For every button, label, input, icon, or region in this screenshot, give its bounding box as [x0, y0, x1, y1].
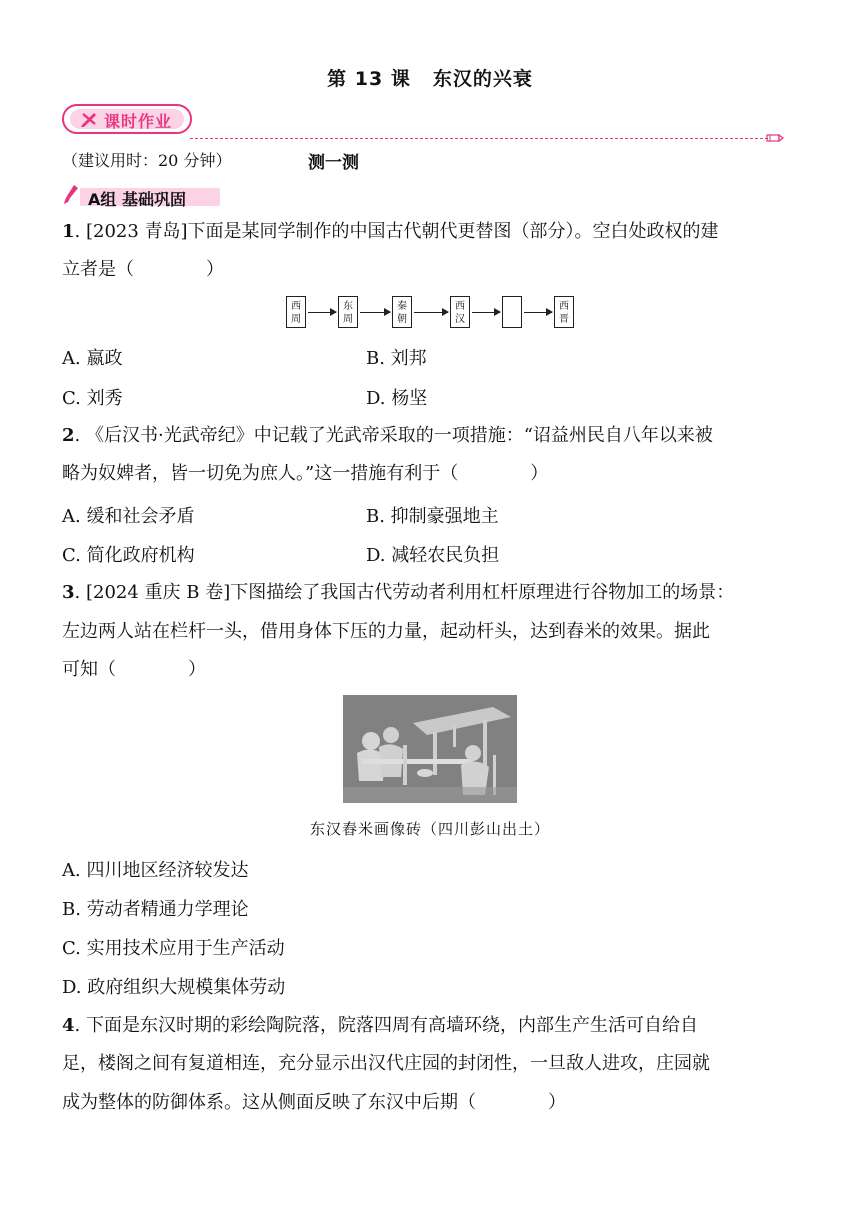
pencil-ruler-icon [80, 111, 98, 127]
q1-option-d: D. 杨坚 [366, 388, 428, 409]
q3-stem-line-2: 左边两人站在栏杆一头，借用身体下压的力量，起动杆头，达到舂米的效果。据此 [62, 621, 710, 642]
dynasty-box-3: 秦 朝 [392, 296, 412, 328]
q2-text-1: . 《后汉书·光武帝纪》中记载了光武帝采取的一项措施：“诏益州民自八年以来被 [74, 425, 713, 446]
q4-stem-line-2: 足，楼阁之间有复道相连，充分显示出汉代庄园的封闭性，一旦敌人进攻，庄园就 [62, 1053, 710, 1074]
q1-stem-line-2: 立者是（ ） [62, 259, 224, 280]
q3-stem-line-1 [62, 581, 734, 605]
q4-stem-line-3: 成为整体的防御体系。这从侧面反映了东汉中后期（ ） [62, 1092, 566, 1113]
arrow [308, 312, 336, 313]
image-caption: 东汉舂米画像砖（四川彭山出土） [309, 820, 550, 838]
q1-option-b: B. 刘邦 [366, 348, 427, 369]
q2-number: 2 [62, 425, 75, 446]
arrow [414, 312, 448, 313]
arrow [472, 312, 500, 313]
dynasty-box-2: 东 周 [338, 296, 358, 328]
q2-stem-line-2: 略为奴婢者，皆一切免为庶人。”这一措施有利于（ ） [62, 463, 549, 484]
pencil-icon [766, 133, 784, 143]
dynasty-box-6: 西 晋 [554, 296, 574, 328]
q1-option-a: A. 嬴政 [62, 348, 123, 369]
homework-label: 课时作业 [104, 112, 173, 131]
q2-option-d: D. 减轻农民负担 [366, 545, 500, 566]
time-note: （建议用时：20 分钟） [62, 151, 232, 170]
q1-text-1: . [2023 青岛]下面是某同学制作的中国古代朝代更替图（部分）。空白处政权的建 [74, 221, 719, 242]
q2-option-a: A. 缓和社会矛盾 [62, 506, 195, 527]
rice-pounding-brick-image [343, 695, 517, 803]
q2-option-b: B. 抑制豪强地主 [366, 506, 499, 527]
q3-number: 3 [62, 582, 75, 603]
q3-option-d: D. 政府组织大规模集体劳动 [62, 977, 286, 998]
lesson-number: 第 13 课 [327, 68, 411, 90]
test-label: 测一测 [308, 153, 359, 173]
q4-stem-line-1 [62, 1014, 698, 1038]
dynasty-box-4: 西 汉 [450, 296, 470, 328]
q3-option-b: B. 劳动者精通力学理论 [62, 899, 249, 920]
page-title [0, 64, 860, 91]
q1-stem-line-1 [62, 220, 719, 244]
q3-stem-line-3: 可知（ ） [62, 659, 206, 680]
group-a-header [62, 184, 222, 208]
group-a-label: A组 基础巩固 [88, 190, 186, 209]
q3-option-a: A. 四川地区经济较发达 [62, 860, 249, 881]
homework-badge [62, 104, 192, 134]
q3-option-c: C. 实用技术应用于生产活动 [62, 938, 285, 959]
q2-stem-line-1 [62, 424, 713, 448]
q1-option-c: C. 刘秀 [62, 388, 123, 409]
q4-number: 4 [62, 1015, 75, 1036]
q3-text-1: . [2024 重庆 B 卷]下图描绘了我国古代劳动者利用杠杆原理进行谷物加工的场景： [74, 582, 735, 603]
lesson-title: 东汉的兴衰 [432, 68, 533, 90]
arrow [524, 312, 552, 313]
section-divider [190, 138, 768, 139]
q2-option-c: C. 简化政府机构 [62, 545, 195, 566]
dynasty-box-blank [502, 296, 522, 328]
q1-number: 1 [62, 221, 75, 242]
dynasty-box-1: 西 周 [286, 296, 306, 328]
brush-icon [62, 184, 80, 206]
q4-text-1: . 下面是东汉时期的彩绘陶院落，院落四周有高墙环绕，内部生产生活可自给自 [74, 1015, 698, 1036]
arrow [360, 312, 390, 313]
